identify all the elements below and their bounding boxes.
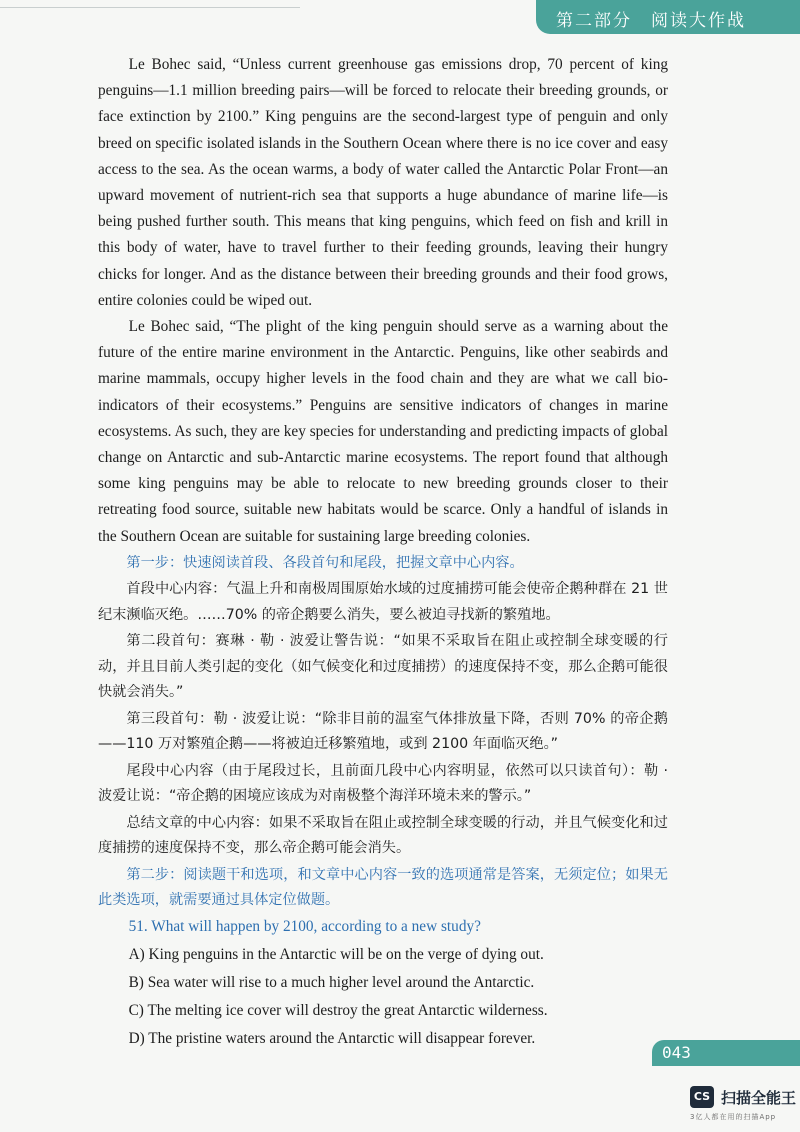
option-a: A) King penguins in the Antarctic will be on the verge of dying out. xyxy=(128,945,544,963)
section-header-banner xyxy=(536,0,800,34)
top-divider xyxy=(0,7,300,8)
option-d: D) The pristine waters around the Antarctic will disappear forever. xyxy=(128,1029,536,1047)
scanner-watermark xyxy=(690,1086,797,1121)
passage-paragraph-2: Le Bohec said, “The plight of the king penguin should serve as a warning about the future of the entire marine environment in the Antarctic. Penguins, like other seabirds and marine mammals, occupy higher levels in the food chain and they are what we call bio-indicators of their ecosystems.” Penguins are sensitive indicators of changes in marine ecosystems. As such, they are key species for understanding and predicting impacts of global change on Antarctic and sub-Antarctic marine ecosystems. The report found that although some king penguins may be able to relocate to new breeding grounds closer to their retreating food source, suitable new habitats would be scarce. Only a handful of islands in the Southern Ocean are suitable for sustaining large breeding colonies. xyxy=(98,318,668,545)
question-stem: 51. What will happen by 2100, according to a new study? xyxy=(128,917,481,935)
watermark-tagline: 3亿人都在用的扫描App xyxy=(690,1113,777,1121)
passage-paragraph-1: Le Bohec said, “Unless current greenhouse gas emissions drop, 70 percent of king penguins—1.1 million breeding pairs—will be forced to relocate their breeding grounds, or face extinction by 2100.” King penguins are the second-largest type of penguin and only breed on specific isolated islands in the Southern Ocean where there is no ice cover and easy access to the sea. As the ocean warms, a body of water called the Antarctic Polar Front—an upward movement of nutrient-rich sea that supports a huge abundance of marine life—is being pushed further south. This means that king penguins, which feed on fish and krill in this body of water, have to travel further to their feeding grounds, leaving their hungry chicks for longer. And as the distance between their breeding grounds and their food grows, entire colonies could be wiped out. xyxy=(98,56,668,309)
option-c: C) The melting ice cover will destroy the great Antarctic wilderness. xyxy=(128,1001,548,1019)
analysis-step-1: 第一步：快速阅读首段、各段首句和尾段，把握文章中心内容。 xyxy=(126,554,524,571)
camscanner-logo-icon: CS xyxy=(690,1086,714,1108)
page-number: 043 xyxy=(662,1043,691,1062)
section-title: 第二部分 阅读大作战 xyxy=(556,11,746,31)
analysis-last-paragraph: 尾段中心内容（由于尾段过长，且前面几段中心内容明显，依然可以只读首句）：勒 · 波爱让说：“帝企鹅的困境应该成为对南极整个海洋环境未来的警示。” xyxy=(98,762,668,805)
page-number-tab xyxy=(652,1040,800,1066)
analysis-third-paragraph: 第三段首句：勒 · 波爱让说：“除非目前的温室气体排放量下降，否则 70% 的帝企鹅——110 万对繁殖企鹅——将被迫迁移繁殖地，或到 2100 年面临灭绝。” xyxy=(98,710,668,753)
analysis-summary: 总结文章的中心内容：如果不采取旨在阻止或控制全球变暖的行动，并且气候变化和过度捕捞的速度保持不变，那么帝企鹅可能会消失。 xyxy=(98,814,668,857)
watermark-name: 扫描全能王 xyxy=(721,1088,797,1107)
page-content xyxy=(98,52,668,1052)
option-b: B) Sea water will rise to a much higher level around the Antarctic. xyxy=(128,973,535,991)
analysis-step-2: 第二步：阅读题干和选项，和文章中心内容一致的选项通常是答案，无须定位；如果无此类选项，就需要通过具体定位做题。 xyxy=(98,866,668,909)
analysis-second-paragraph: 第二段首句：赛琳 · 勒 · 波爱让警告说：“如果不采取旨在阻止或控制全球变暖的行动，并且目前人类引起的变化（如气候变化和过度捕捞）的速度保持不变，那么企鹅可能很快就会消失。” xyxy=(98,633,668,701)
analysis-first-paragraph: 首段中心内容：气温上升和南极周围原始水域的过度捕捞可能会使帝企鹅种群在 21 世纪末濒临灭绝。……70% 的帝企鹅要么消失，要么被迫寻找新的繁殖地。 xyxy=(98,581,668,623)
